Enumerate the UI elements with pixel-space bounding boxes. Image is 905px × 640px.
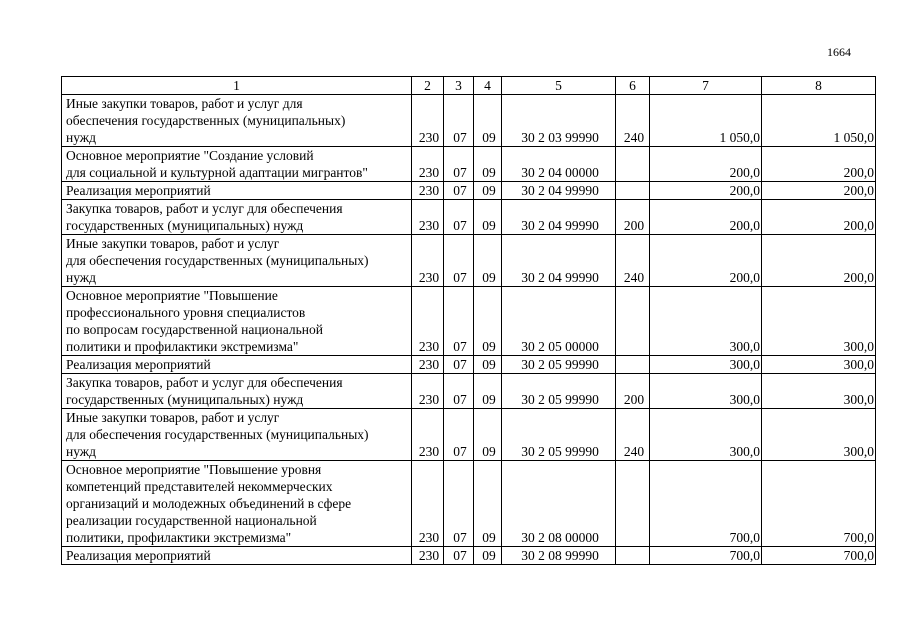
table-row	[62, 287, 876, 356]
code-cell: 230	[412, 287, 444, 356]
amount-cell: 300,0	[762, 287, 876, 356]
row-name-cell: Закупка товаров, работ и услуг для обеспечения государственных (муниципальных) нужд	[62, 374, 412, 409]
column-header: 6	[616, 77, 650, 95]
subsection-cell: 09	[474, 147, 502, 182]
table-row	[62, 461, 876, 547]
table-row	[62, 147, 876, 182]
column-header: 8	[762, 77, 876, 95]
expense-type-cell: 240	[616, 409, 650, 461]
amount-cell: 700,0	[650, 547, 762, 565]
section-cell: 07	[444, 182, 474, 200]
section-cell: 07	[444, 374, 474, 409]
amount-cell: 200,0	[762, 147, 876, 182]
table-row	[62, 95, 876, 147]
section-cell: 07	[444, 235, 474, 287]
expense-type-cell	[616, 461, 650, 547]
code-cell: 230	[412, 200, 444, 235]
target-article-cell: 30 2 04 00000	[502, 147, 616, 182]
budget-table	[61, 76, 876, 565]
amount-cell: 300,0	[650, 374, 762, 409]
expense-type-cell: 240	[616, 235, 650, 287]
expense-type-cell	[616, 147, 650, 182]
column-header: 5	[502, 77, 616, 95]
column-header: 3	[444, 77, 474, 95]
subsection-cell: 09	[474, 182, 502, 200]
amount-cell: 1 050,0	[762, 95, 876, 147]
amount-cell: 300,0	[650, 409, 762, 461]
target-article-cell: 30 2 04 99990	[502, 200, 616, 235]
amount-cell: 200,0	[762, 235, 876, 287]
target-article-cell: 30 2 08 99990	[502, 547, 616, 565]
row-name-cell: Иные закупки товаров, работ и услуг для обеспечения государственных (муниципальных) нужд	[62, 235, 412, 287]
row-name-cell: Реализация мероприятий	[62, 547, 412, 565]
code-cell: 230	[412, 235, 444, 287]
code-cell: 230	[412, 147, 444, 182]
amount-cell: 700,0	[762, 547, 876, 565]
section-cell: 07	[444, 547, 474, 565]
row-name-cell: Иные закупки товаров, работ и услуг для обеспечения государственных (муниципальных) нужд	[62, 95, 412, 147]
amount-cell: 200,0	[650, 182, 762, 200]
section-cell: 07	[444, 200, 474, 235]
section-cell: 07	[444, 95, 474, 147]
row-name-cell: Основное мероприятие "Повышение уровня компетенций представителей некоммерческих организаций и молодежных объединений в сфере реализации государственной национальной политики, профилактики экстремизма"	[62, 461, 412, 547]
subsection-cell: 09	[474, 547, 502, 565]
column-number-row	[62, 77, 876, 95]
expense-type-cell: 200	[616, 374, 650, 409]
row-name-cell: Основное мероприятие "Создание условий для социальной и культурной адаптации мигрантов"	[62, 147, 412, 182]
code-cell: 230	[412, 409, 444, 461]
table-row	[62, 200, 876, 235]
section-cell: 07	[444, 409, 474, 461]
section-cell: 07	[444, 147, 474, 182]
row-name-cell: Реализация мероприятий	[62, 182, 412, 200]
amount-cell: 200,0	[762, 182, 876, 200]
table-row	[62, 182, 876, 200]
amount-cell: 200,0	[650, 147, 762, 182]
target-article-cell: 30 2 04 99990	[502, 182, 616, 200]
code-cell: 230	[412, 95, 444, 147]
table-row	[62, 235, 876, 287]
amount-cell: 300,0	[762, 409, 876, 461]
row-name-cell: Реализация мероприятий	[62, 356, 412, 374]
table-row	[62, 374, 876, 409]
expense-type-cell	[616, 182, 650, 200]
amount-cell: 200,0	[650, 235, 762, 287]
amount-cell: 1 050,0	[650, 95, 762, 147]
target-article-cell: 30 2 05 00000	[502, 287, 616, 356]
subsection-cell: 09	[474, 287, 502, 356]
row-name-cell: Иные закупки товаров, работ и услуг для обеспечения государственных (муниципальных) нужд	[62, 409, 412, 461]
subsection-cell: 09	[474, 409, 502, 461]
subsection-cell: 09	[474, 374, 502, 409]
amount-cell: 300,0	[650, 356, 762, 374]
amount-cell: 300,0	[650, 287, 762, 356]
code-cell: 230	[412, 547, 444, 565]
column-header: 2	[412, 77, 444, 95]
row-name-cell: Закупка товаров, работ и услуг для обеспечения государственных (муниципальных) нужд	[62, 200, 412, 235]
amount-cell: 200,0	[650, 200, 762, 235]
column-header: 4	[474, 77, 502, 95]
target-article-cell: 30 2 03 99990	[502, 95, 616, 147]
target-article-cell: 30 2 05 99990	[502, 374, 616, 409]
row-name-cell: Основное мероприятие "Повышение профессионального уровня специалистов по вопросам государственной национальной политики и профилактики экстремизма"	[62, 287, 412, 356]
code-cell: 230	[412, 374, 444, 409]
code-cell: 230	[412, 182, 444, 200]
target-article-cell: 30 2 05 99990	[502, 409, 616, 461]
section-cell: 07	[444, 287, 474, 356]
amount-cell: 700,0	[650, 461, 762, 547]
expense-type-cell: 240	[616, 95, 650, 147]
amount-cell: 300,0	[762, 356, 876, 374]
section-cell: 07	[444, 356, 474, 374]
expense-type-cell	[616, 356, 650, 374]
table-row	[62, 356, 876, 374]
subsection-cell: 09	[474, 235, 502, 287]
expense-type-cell	[616, 287, 650, 356]
target-article-cell: 30 2 05 99990	[502, 356, 616, 374]
amount-cell: 300,0	[762, 374, 876, 409]
column-header: 7	[650, 77, 762, 95]
page-number: 1664	[827, 45, 851, 59]
amount-cell: 200,0	[762, 200, 876, 235]
target-article-cell: 30 2 04 99990	[502, 235, 616, 287]
expense-type-cell	[616, 547, 650, 565]
table-row	[62, 547, 876, 565]
subsection-cell: 09	[474, 356, 502, 374]
amount-cell: 700,0	[762, 461, 876, 547]
section-cell: 07	[444, 461, 474, 547]
expense-type-cell: 200	[616, 200, 650, 235]
column-header: 1	[62, 77, 412, 95]
code-cell: 230	[412, 356, 444, 374]
table-row	[62, 409, 876, 461]
subsection-cell: 09	[474, 461, 502, 547]
subsection-cell: 09	[474, 95, 502, 147]
target-article-cell: 30 2 08 00000	[502, 461, 616, 547]
code-cell: 230	[412, 461, 444, 547]
subsection-cell: 09	[474, 200, 502, 235]
